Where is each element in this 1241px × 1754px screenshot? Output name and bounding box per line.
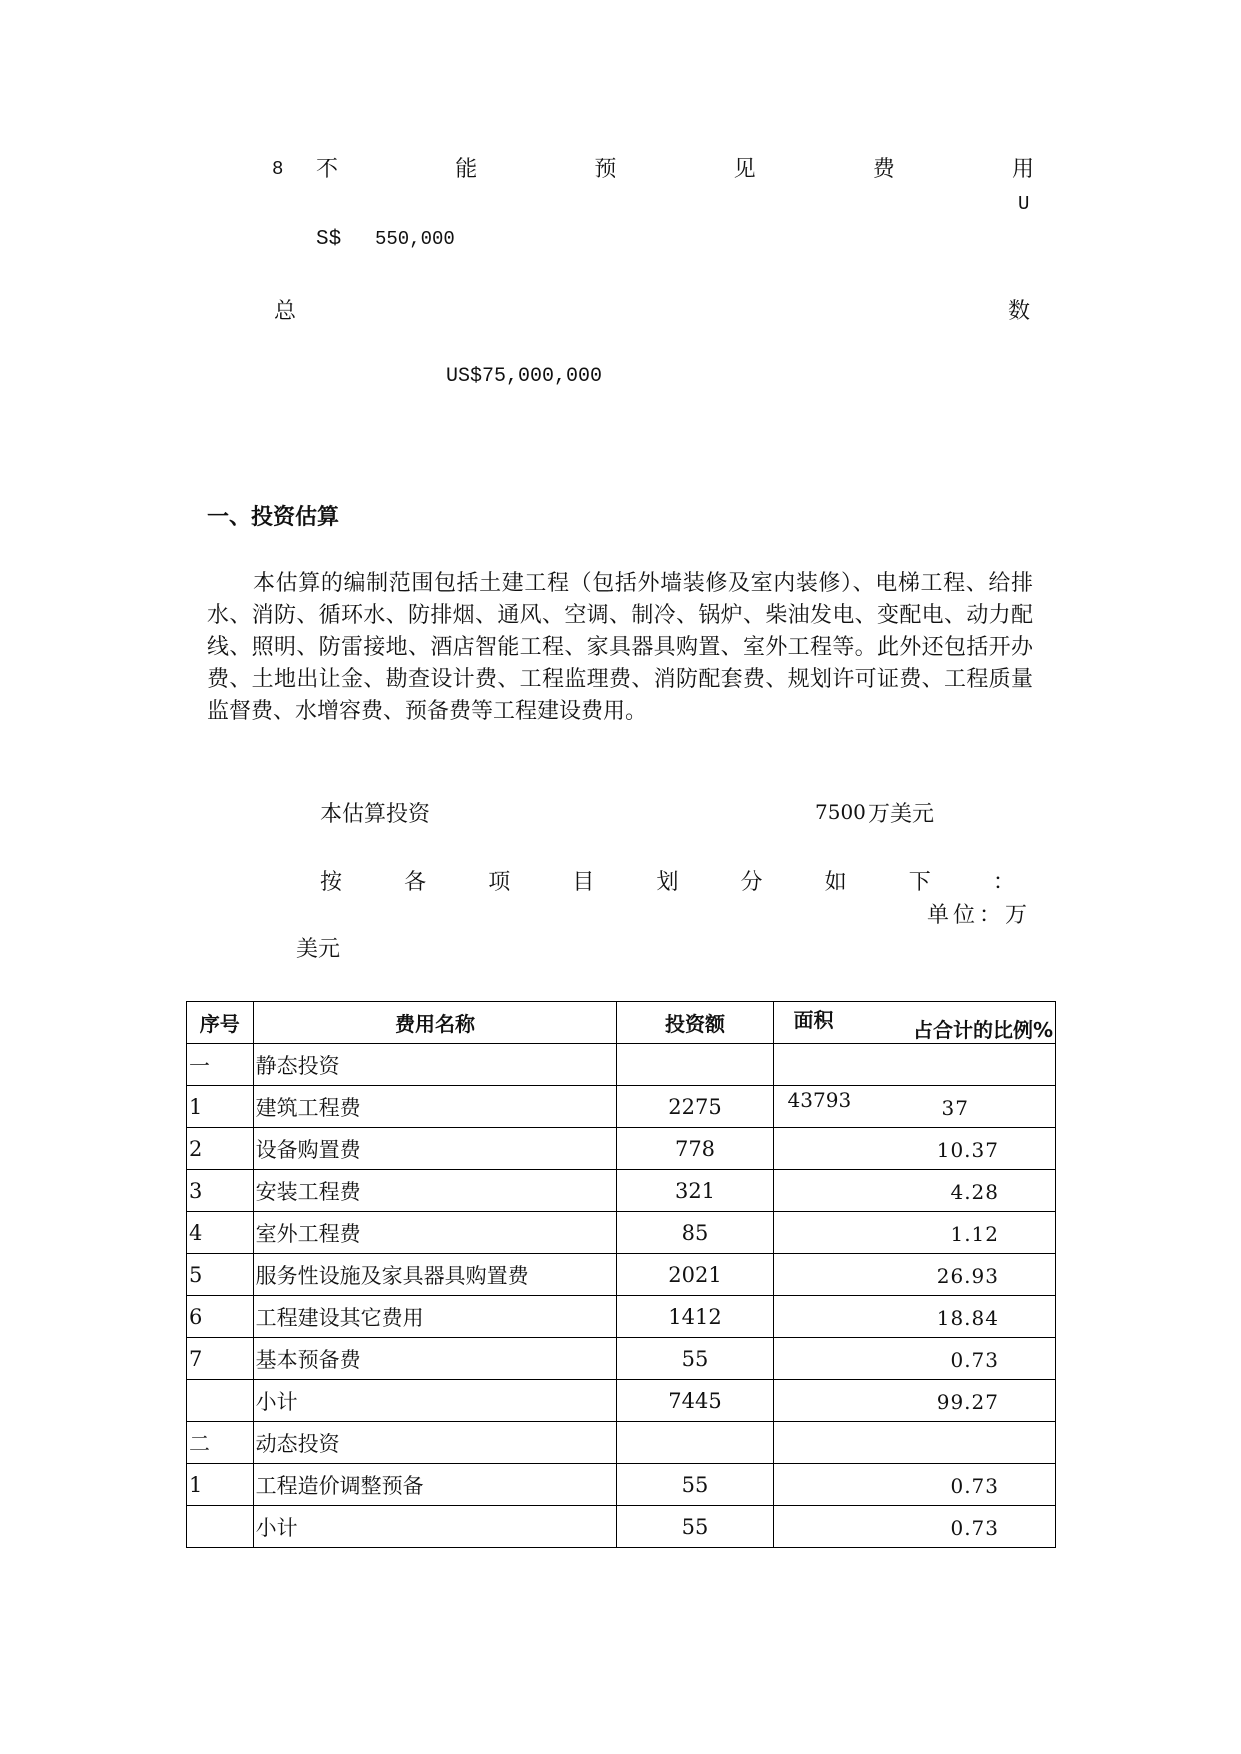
cell-name: 设备购置费 — [253, 1128, 617, 1170]
cell-name: 室外工程费 — [253, 1212, 617, 1254]
cell-name: 小计 — [253, 1506, 617, 1548]
cell-no: 二 — [187, 1422, 254, 1464]
cell-amount: 85 — [617, 1212, 773, 1254]
cell-ratio: 0.73 — [950, 1516, 999, 1540]
cell-ratio: 18.84 — [936, 1306, 999, 1330]
cell-no: 3 — [187, 1170, 254, 1212]
breakdown-char: 各 — [404, 870, 427, 895]
header-area: 面积 — [793, 1008, 834, 1032]
cell-ratio: 0.73 — [950, 1348, 999, 1372]
table-row — [187, 1380, 1056, 1422]
estimate-value: 7500 — [815, 800, 866, 824]
unit-label-cont: 美元 — [296, 937, 341, 962]
contingency-currency-part2: S$ — [316, 228, 342, 251]
contingency-char: 用 — [1011, 157, 1034, 182]
cell-name: 安装工程费 — [253, 1170, 617, 1212]
table-row — [187, 1506, 1056, 1548]
section-title: 一、投资估算 — [207, 505, 340, 530]
breakdown-char: 如 — [824, 870, 847, 895]
header-ratio: 占合计的比例% — [912, 1018, 1053, 1042]
cell-amount: 2275 — [617, 1086, 773, 1128]
cell-no: 6 — [187, 1296, 254, 1338]
table-row — [187, 1170, 1056, 1212]
table-row — [187, 1086, 1056, 1128]
cell-ratio: 26.93 — [936, 1264, 999, 1288]
cell-name: 静态投资 — [253, 1044, 617, 1086]
unit-label: 单位：万 — [927, 903, 1032, 928]
table-row — [187, 1044, 1056, 1086]
breakdown-char: ： — [992, 870, 1015, 895]
header-amount: 投资额 — [617, 1002, 773, 1044]
cell-no — [187, 1380, 254, 1422]
breakdown-char: 划 — [656, 870, 679, 895]
table-row — [187, 1128, 1056, 1170]
total-label-right: 数 — [1008, 299, 1031, 324]
table-row — [187, 1338, 1056, 1380]
cell-area-ratio — [773, 1296, 1055, 1338]
contingency-index: 8 — [272, 158, 284, 180]
cell-amount: 321 — [617, 1170, 773, 1212]
table-row — [187, 1464, 1056, 1506]
total-label-left: 总 — [274, 299, 297, 324]
cell-ratio: 37 — [941, 1096, 969, 1120]
cell-ratio: 99.27 — [936, 1390, 999, 1414]
contingency-char: 能 — [455, 157, 478, 182]
cell-area-ratio — [773, 1128, 1055, 1170]
investment-table — [186, 1001, 1056, 1548]
cell-area-ratio — [773, 1254, 1055, 1296]
table-row — [187, 1296, 1056, 1338]
scope-paragraph: 本估算的编制范围包括土建工程（包括外墙装修及室内装修）、电梯工程、给排水、消防、循环水、防排烟、通风、空调、制冷、锅炉、柴油发电、变配电、动力配线、照明、防雷接地、酒店智能工程、家具器具购置、室外工程等。此外还包括开办费、土地出让金、勘查设计费、工程监理费、消防配套费、规划许可证费、工程质量监督费、水增容费、预备费等工程建设费用。 — [207, 571, 1033, 724]
cell-area-ratio — [773, 1380, 1055, 1422]
cell-area-ratio — [773, 1212, 1055, 1254]
breakdown-char: 项 — [488, 870, 511, 895]
cell-area-ratio — [773, 1170, 1055, 1212]
cell-name: 工程建设其它费用 — [253, 1296, 617, 1338]
cell-no: 4 — [187, 1212, 254, 1254]
cell-amount: 55 — [617, 1506, 773, 1548]
cell-no: 5 — [187, 1254, 254, 1296]
breakdown-char: 分 — [740, 870, 763, 895]
cell-name: 建筑工程费 — [253, 1086, 617, 1128]
breakdown-char: 目 — [572, 870, 595, 895]
estimate-unit: 万美元 — [868, 802, 935, 827]
table-header-row — [187, 1002, 1056, 1044]
contingency-char: 见 — [733, 157, 756, 182]
cell-name: 服务性设施及家具器具购置费 — [253, 1254, 617, 1296]
cell-amount: 7445 — [617, 1380, 773, 1422]
header-area-ratio — [773, 1002, 1055, 1044]
table-row — [187, 1422, 1056, 1464]
cell-no: 1 — [187, 1464, 254, 1506]
cell-area-ratio — [773, 1044, 1055, 1086]
cell-area-ratio — [773, 1338, 1055, 1380]
cell-no: 一 — [187, 1044, 254, 1086]
cell-amount: 2021 — [617, 1254, 773, 1296]
contingency-char: 预 — [594, 157, 617, 182]
cell-no — [187, 1506, 254, 1548]
breakdown-char: 下 — [908, 870, 931, 895]
cell-amount: 778 — [617, 1128, 773, 1170]
table-row — [187, 1254, 1056, 1296]
table-row — [187, 1212, 1056, 1254]
cell-name: 工程造价调整预备 — [253, 1464, 617, 1506]
header-name: 费用名称 — [253, 1002, 617, 1044]
cell-name: 小计 — [253, 1380, 617, 1422]
cell-amount — [617, 1044, 773, 1086]
cell-amount: 1412 — [617, 1296, 773, 1338]
contingency-char: 不 — [316, 157, 339, 182]
cell-area-ratio — [773, 1086, 1055, 1128]
contingency-amount: 550,000 — [375, 228, 455, 250]
cell-no: 7 — [187, 1338, 254, 1380]
estimate-label: 本估算投资 — [320, 802, 431, 827]
cell-name: 基本预备费 — [253, 1338, 617, 1380]
total-amount: US$75,000,000 — [446, 365, 603, 388]
cell-area: 43793 — [787, 1088, 852, 1112]
cell-no: 2 — [187, 1128, 254, 1170]
cell-area-ratio — [773, 1422, 1055, 1464]
cell-name: 动态投资 — [253, 1422, 617, 1464]
cell-ratio: 4.28 — [950, 1180, 999, 1204]
contingency-currency-part1: U — [1018, 193, 1030, 215]
breakdown-line — [320, 865, 1015, 896]
cell-area-ratio — [773, 1506, 1055, 1548]
cell-amount — [617, 1422, 773, 1464]
cell-ratio: 1.12 — [950, 1222, 999, 1246]
cell-amount: 55 — [617, 1338, 773, 1380]
cell-ratio: 0.73 — [950, 1474, 999, 1498]
cell-area-ratio — [773, 1464, 1055, 1506]
header-no: 序号 — [187, 1002, 254, 1044]
breakdown-char: 按 — [320, 870, 343, 895]
cell-amount: 55 — [617, 1464, 773, 1506]
cell-ratio: 10.37 — [936, 1138, 999, 1162]
contingency-char: 费 — [872, 157, 895, 182]
contingency-label — [316, 152, 1034, 183]
cell-no: 1 — [187, 1086, 254, 1128]
